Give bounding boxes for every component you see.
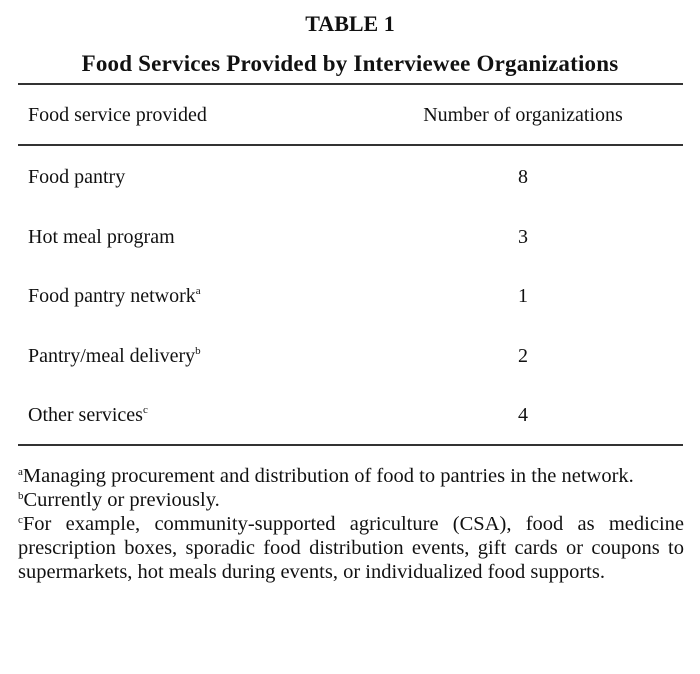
row-count: 8 [518, 166, 528, 188]
footnote-mark: a [18, 466, 23, 478]
footnote-marker: a [195, 285, 201, 297]
row-count: 3 [518, 226, 528, 248]
footnote-mark: b [18, 490, 24, 502]
header-service: Food service provided [28, 104, 207, 126]
footnote-text: For example, community-supported agriculture (CSA), food as medicine prescription boxes, sporadic food distribution events, gift cards or coupons to supermarkets, hot meals during events, or individualized food supports. [18, 513, 684, 583]
footnote-mark: c [18, 514, 23, 526]
footnote [18, 488, 684, 512]
header-rule [18, 144, 683, 146]
footnote [18, 512, 684, 584]
footnote-text: Currently or previously. [23, 489, 220, 511]
row-service: Pantry/meal delivery [28, 345, 196, 367]
header-count: Number of organizations [423, 104, 623, 126]
footnote-marker: c [142, 404, 148, 416]
row-service: Food pantry network [28, 285, 196, 307]
row-count: 2 [518, 345, 528, 367]
table-label: TABLE 1 [305, 11, 395, 36]
row-count: 4 [518, 404, 528, 426]
top-rule [18, 83, 683, 85]
row-service-cell [28, 345, 201, 368]
row-service-cell [28, 404, 148, 427]
row-service-cell [28, 285, 201, 308]
row-service: Food pantry [28, 166, 126, 188]
table-title: Food Services Provided by Interviewee Organizations [81, 51, 619, 76]
footnote-marker: b [195, 345, 201, 357]
row-service: Hot meal program [28, 226, 175, 248]
bottom-rule [18, 444, 683, 446]
footnote [18, 464, 684, 488]
footnote-text: Managing procurement and distribution of food to pantries in the network. [22, 465, 634, 487]
row-count: 1 [518, 285, 528, 307]
row-service: Other services [28, 404, 143, 426]
footnotes [18, 464, 684, 584]
